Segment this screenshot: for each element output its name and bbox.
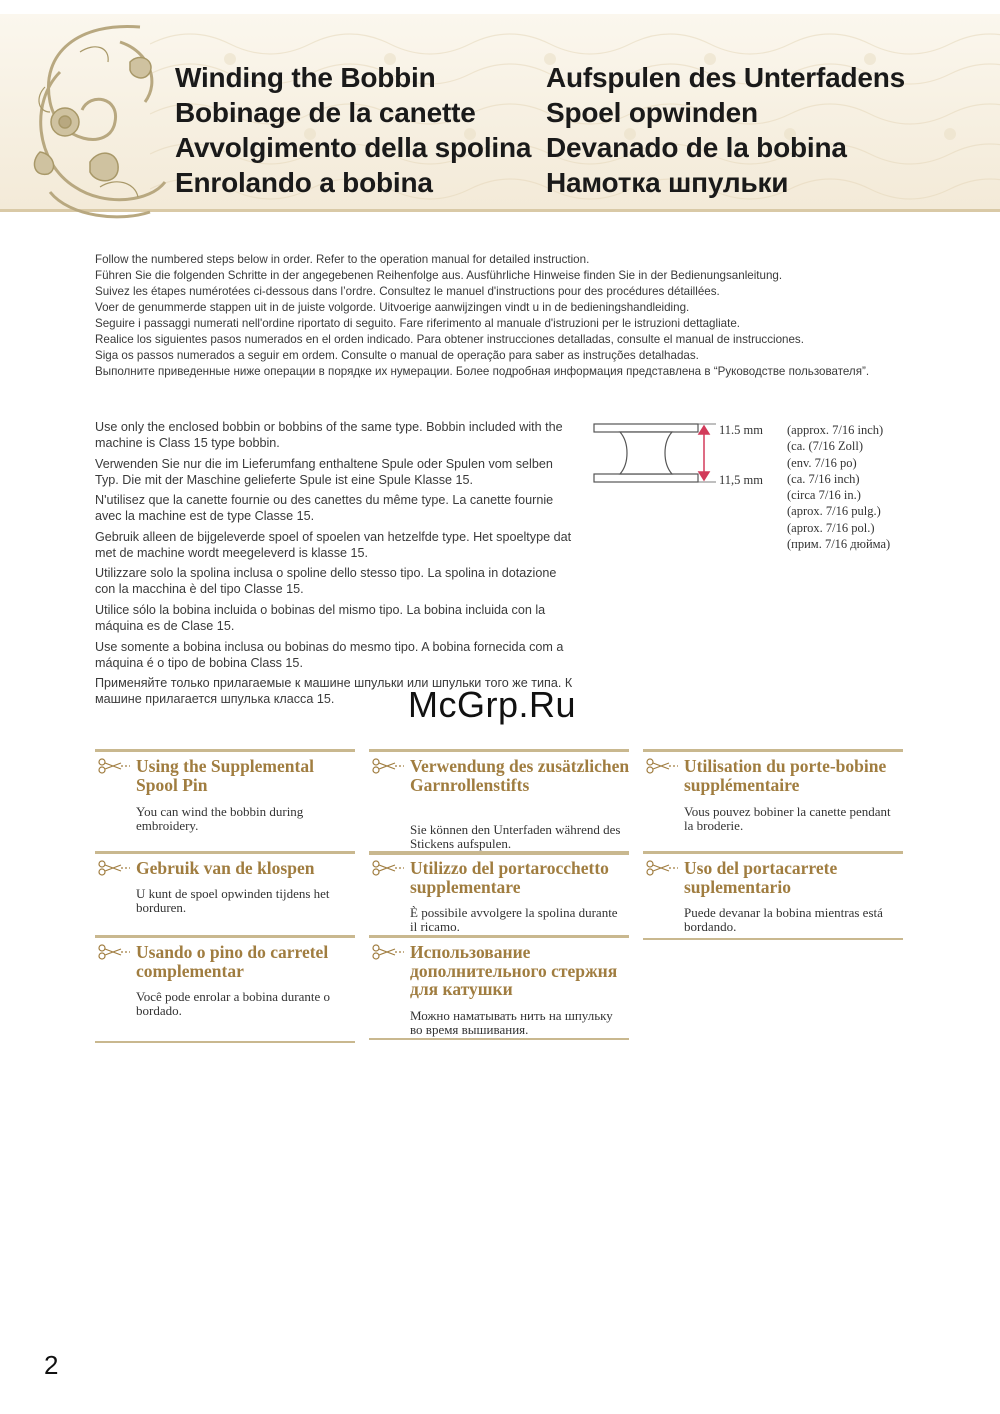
section-description: U kunt de spoel opwinden tijdens het borduren. [136,886,330,915]
supplemental-card-ru [369,935,629,1040]
card-bottom-rule [95,1041,355,1043]
intro-line: Voer de genummerde stappen uit in de juiste volgorde. Uitvoerige aanwijzingen vindt u in de bedieningshandleiding. [95,301,690,314]
section-title: Using the Supplemental Spool Pin [136,756,314,795]
scissors-icon [371,758,405,774]
approx-size: (ca. 7/16 inch) [787,471,860,486]
bobbin-note: Use somente a bobina inclusa ou bobinas do mesmo tipo. A bobina fornecida com a máquina é o tipo de bobina Class 15. [95,639,564,670]
title-column-right [546,60,905,200]
bobbin-notes [95,419,575,712]
baroque-ornament-icon [20,12,175,227]
dimension-label-decimal-point: 11.5 mm [719,423,763,437]
section-title: Uso del portacarrete suplementario [684,858,838,897]
approx-size: (ca. (7/16 Zoll) [787,439,864,454]
approx-size: (aprox. 7/16 pulg.) [787,504,881,519]
section-title: Utilisation du porte-bobine supplémentaire [684,756,887,795]
card-bottom-rule [643,938,903,940]
bobbin-note: Verwenden Sie nur die im Lieferumfang enthaltene Spule oder Spulen vom selben Typ. Die mit der Maschine gelieferte Spule ist eine Spule Klasse 15. [95,456,553,487]
bobbin-note: Utilice sólo la bobina incluida o bobinas del mismo tipo. La bobina incluida con la máquina es de Clase 15. [95,602,546,633]
approx-size: (env. 7/16 po) [787,455,857,470]
supplemental-card-fr [643,749,903,842]
intro-instructions [95,252,905,380]
scissors-icon [97,944,131,960]
scissors-icon [371,860,405,876]
section-title: Verwendung des zusätzlichen Garnrollenstifts [410,756,630,795]
scissors-icon [97,860,131,876]
approx-size: (прим. 7/16 дюйма) [787,537,891,552]
approx-size-list [787,422,987,552]
intro-line: Seguire i passaggi numerati nell'ordine riportato di seguito. Fare riferimento al manuale d'istruzioni per le istruzioni dettagliate. [95,317,740,330]
intro-line: Führen Sie die folgenden Schritte in der angegebenen Reihenfolge aus. Ausführliche Hinweise finden Sie in der Bedienungsanleitung. [95,269,783,282]
section-description: Sie können den Unterfaden während des Stickens aufspulen. [410,822,621,851]
title-en: Winding the Bobbin [175,62,436,93]
approx-size: (circa 7/16 in.) [787,488,861,503]
supplemental-card-de [369,749,629,855]
title-fr: Bobinage de la canette [175,97,476,128]
intro-line: Выполните приведенные ниже операции в порядке их нумерации. Более подробная информация представлена в “Руководстве пользователя”. [95,365,870,378]
supplemental-card-it [369,851,629,940]
section-description: È possibile avvolgere la spolina durante il ricamo. [410,905,618,934]
title-de: Aufspulen des Unterfadens [546,62,906,93]
section-title: Gebruik van de klospen [136,858,315,878]
approx-size: (aprox. 7/16 pol.) [787,520,875,535]
supplemental-card-nl [95,851,355,940]
bobbin-note: Use only the enclosed bobbin or bobbins of the same type. Bobbin included with the machine is Class 15 type bobbin. [95,420,563,450]
scissors-icon [645,758,679,774]
approx-size: (approx. 7/16 inch) [787,423,884,437]
intro-line: Realice los siguientes pasos numerados en el orden indicado. Para obtener instrucciones detalladas, consulte el manual de instrucciones. [95,333,804,346]
section-description: Você pode enrolar a bobina durante o bordado. [136,989,330,1018]
title-column-left [175,60,531,200]
title-nl: Spoel opwinden [546,97,758,128]
supplemental-card-pt [95,935,355,1043]
section-title: Usando o pino do carretel complementar [136,942,329,981]
dimension-label-decimal-comma: 11,5 mm [719,473,763,487]
dimension-arrow-icon [699,426,709,480]
section-description: Vous pouvez bobiner la canette pendant la broderie. [684,804,891,833]
title-ru: Намотка шпульки [546,167,789,198]
intro-line: Siga os passos numerados a seguir em ordem. Consulte o manual de operação para saber as instruções detalhadas. [95,349,699,362]
watermark: McGrp.Ru [408,684,577,725]
bobbin-note: N'utilisez que la canette fournie ou des canettes du même type. La canette fournie avec la machine est de type Classe 15. [95,493,554,524]
section-description: Puede devanar la bobina mientras está bordando. [684,905,883,934]
scissors-icon [645,860,679,876]
section-title: Utilizzo del portarocchetto supplementare [410,858,609,897]
scissors-icon [97,758,131,774]
title-pt: Enrolando a bobina [175,167,433,198]
page-number: 2 [44,1350,59,1380]
bobbin-note: Gebruik alleen de bijgeleverde spoel of spoelen van hetzelfde type. Het spoeltype dat met de machine wordt meegeleverd is klasse 15. [95,529,572,560]
intro-line: Suivez les étapes numérotées ci-dessous dans l’ordre. Consultez le manuel d'instructions pour des procédures détaillées. [95,285,720,298]
supplemental-card-es [643,851,903,940]
section-description: You can wind the bobbin during embroidery. [136,804,304,833]
supplemental-card-en [95,749,355,842]
scissors-icon [371,944,405,960]
bobbin-note: Utilizzare solo la spolina inclusa o spoline dello stesso tipo. La spolina in dotazione con la macchina è del tipo Classe 15. [95,566,557,597]
card-bottom-rule [369,1038,629,1040]
title-es: Devanado de la bobina [546,132,847,163]
section-title: Использование дополнительного стержня для катушки [410,942,618,999]
title-it: Avvolgimento della spolina [175,132,532,163]
bobbin-note: Применяйте только прилагаемые к машине шпульки или шпульки того же типа. К машине прилагается шпулька класса 15. [95,676,573,707]
intro-line: Follow the numbered steps below in order. Refer to the operation manual for detailed instruction. [95,253,590,266]
section-description: Можно наматывать нить на шпульку во время вышивания. [410,1008,613,1037]
